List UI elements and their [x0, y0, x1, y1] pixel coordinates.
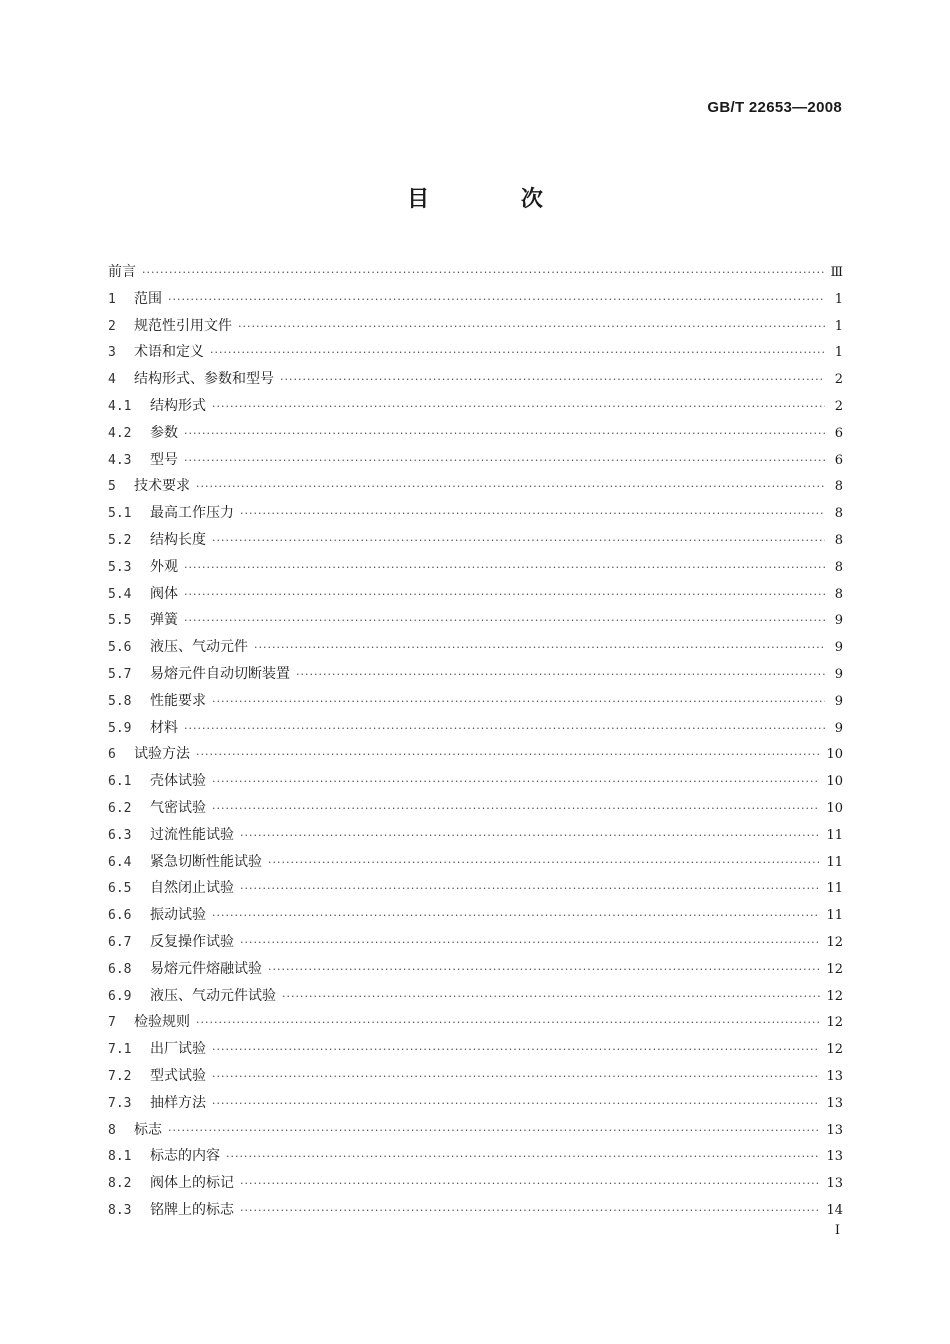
toc-entry-number: 6.1: [108, 774, 132, 790]
table-of-contents: [108, 259, 843, 1224]
toc-entry-page: 13: [826, 1122, 843, 1138]
dot-leader: [184, 582, 825, 609]
toc-entry-number: 4.3: [108, 452, 132, 468]
toc-entry[interactable]: [108, 715, 843, 742]
toc-entry[interactable]: [108, 1090, 843, 1117]
toc-entry[interactable]: [108, 1197, 843, 1224]
toc-entry-number: 7.1: [108, 1042, 132, 1058]
toc-entry-title: 标志的内容: [150, 1148, 220, 1165]
toc-entry-number: 5.2: [108, 532, 132, 548]
dot-leader: [226, 1144, 820, 1171]
toc-entry-page: 6: [834, 452, 843, 468]
toc-entry[interactable]: [108, 849, 843, 876]
toc-entry[interactable]: [108, 983, 843, 1010]
toc-entry-title: 易熔元件自动切断装置: [150, 665, 290, 682]
toc-entry-page: 9: [834, 613, 843, 629]
toc-entry[interactable]: [108, 1009, 843, 1036]
toc-entry-title: 技术要求: [134, 478, 190, 495]
dot-leader: [184, 716, 825, 743]
toc-entry[interactable]: [108, 661, 843, 688]
toc-entry-page: 2: [834, 398, 843, 414]
toc-entry-page: 12: [826, 961, 843, 977]
dot-leader: [212, 796, 820, 823]
toc-entry-number: 7.3: [108, 1095, 132, 1111]
toc-entry-title: 阀体上的标记: [150, 1175, 234, 1192]
dot-leader: [282, 984, 820, 1011]
toc-entry-title: 液压、气动元件: [150, 639, 248, 656]
toc-entry[interactable]: [108, 286, 843, 313]
toc-entry-title: 自然闭止试验: [150, 880, 234, 897]
toc-entry-title: 范围: [134, 290, 162, 307]
dot-leader: [168, 1118, 820, 1145]
dot-leader: [254, 635, 825, 662]
dot-leader: [142, 260, 824, 287]
toc-entry[interactable]: [108, 1170, 843, 1197]
toc-entry[interactable]: [108, 527, 843, 554]
toc-entry-title: 结构形式: [150, 397, 206, 414]
toc-entry-number: 2: [108, 318, 116, 334]
toc-entry-number: 6.3: [108, 827, 132, 843]
toc-entry[interactable]: [108, 447, 843, 474]
toc-entry-title: 铭牌上的标志: [150, 1201, 234, 1218]
toc-entry[interactable]: [108, 768, 843, 795]
toc-entry[interactable]: [108, 688, 843, 715]
toc-entry-title: 出厂试验: [150, 1041, 206, 1058]
toc-entry-number: 8.1: [108, 1149, 132, 1165]
toc-entry-title: 参数: [150, 424, 178, 441]
toc-entry-number: 6.4: [108, 854, 132, 870]
toc-entry-page: 12: [826, 1015, 843, 1031]
toc-entry-number: 5.7: [108, 666, 132, 682]
toc-entry-number: 6.6: [108, 908, 132, 924]
dot-leader: [240, 1171, 820, 1198]
dot-leader: [240, 930, 820, 957]
toc-entry-page: 11: [826, 827, 843, 843]
dot-leader: [240, 501, 825, 528]
toc-entry-page: 12: [826, 988, 843, 1004]
toc-entry-title: 过流性能试验: [150, 826, 234, 843]
toc-entry-number: 7: [108, 1015, 116, 1031]
toc-entry-page: 8: [834, 532, 843, 548]
toc-entry-title: 术语和定义: [134, 344, 204, 361]
toc-entry-title: 检验规则: [134, 1014, 190, 1031]
toc-entry-number: 6.7: [108, 934, 132, 950]
toc-entry-page: 13: [826, 1149, 843, 1165]
toc-entry-page: 11: [826, 854, 843, 870]
toc-entry[interactable]: [108, 902, 843, 929]
dot-leader: [240, 876, 820, 903]
toc-entry-title: 气密试验: [150, 799, 206, 816]
toc-entry[interactable]: [108, 607, 843, 634]
toc-entry-title: 前言: [108, 264, 136, 280]
toc-entry-title: 性能要求: [150, 692, 206, 709]
toc-entry-title: 标志: [134, 1121, 162, 1138]
toc-entry-number: 4.1: [108, 398, 132, 414]
toc-entry[interactable]: [108, 339, 843, 366]
toc-entry-title: 结构形式、参数和型号: [134, 371, 274, 388]
toc-entry-page: 11: [826, 881, 843, 897]
toc-entry-number: 5.5: [108, 613, 132, 629]
toc-entry-title: 弹簧: [150, 612, 178, 629]
toc-entry-page: 13: [826, 1176, 843, 1192]
toc-entry-page: 9: [834, 666, 843, 682]
page-title: 目 次: [407, 187, 585, 212]
dot-leader: [240, 1198, 820, 1225]
toc-entry-title: 液压、气动元件试验: [150, 987, 276, 1004]
toc-entry-title: 壳体试验: [150, 773, 206, 790]
toc-entry-page: 8: [834, 506, 843, 522]
toc-entry[interactable]: [108, 741, 843, 768]
toc-entry[interactable]: [108, 393, 843, 420]
toc-entry-number: 5.6: [108, 640, 132, 656]
dot-leader: [196, 742, 820, 769]
toc-entry[interactable]: [108, 1036, 843, 1063]
dot-leader: [184, 608, 825, 635]
toc-entry-number: 6.9: [108, 988, 132, 1004]
toc-entry-title: 外观: [150, 558, 178, 575]
toc-entry-title: 规范性引用文件: [134, 317, 232, 334]
dot-leader: [212, 1064, 820, 1091]
toc-entry[interactable]: [108, 1117, 843, 1144]
toc-entry-number: 6.8: [108, 961, 132, 977]
toc-entry-page: 9: [834, 720, 843, 736]
toc-entry-title: 易熔元件熔融试验: [150, 960, 262, 977]
toc-entry-number: 8: [108, 1122, 116, 1138]
toc-entry-page: 9: [834, 640, 843, 656]
toc-entry-number: 8.3: [108, 1202, 132, 1218]
toc-entry-page: 12: [826, 934, 843, 950]
toc-entry-page: Ⅲ: [830, 265, 843, 280]
toc-entry-number: 5.8: [108, 693, 132, 709]
toc-entry-number: 1: [108, 291, 116, 307]
toc-entry-title: 试验方法: [134, 746, 190, 763]
dot-leader: [196, 474, 825, 501]
toc-entry-number: 6.2: [108, 800, 132, 816]
toc-entry[interactable]: [108, 956, 843, 983]
dot-leader: [296, 662, 825, 689]
dot-leader: [212, 1037, 820, 1064]
toc-entry-page: 2: [834, 372, 843, 388]
toc-entry-page: 14: [826, 1202, 843, 1218]
toc-entry-page: 10: [826, 747, 843, 763]
toc-entry-number: 5.1: [108, 506, 132, 522]
toc-entry-number: 8.2: [108, 1176, 132, 1192]
toc-entry-page: 12: [826, 1042, 843, 1058]
toc-entry-title: 抽样方法: [150, 1094, 206, 1111]
toc-entry-page: 8: [834, 586, 843, 602]
toc-entry-number: 4: [108, 372, 116, 388]
dot-leader: [212, 689, 825, 716]
toc-entry[interactable]: [108, 875, 843, 902]
toc-entry[interactable]: [108, 473, 843, 500]
dot-leader: [268, 850, 820, 877]
dot-leader: [184, 555, 825, 582]
toc-entry-page: 8: [834, 479, 843, 495]
toc-entry-page: 13: [826, 1095, 843, 1111]
dot-leader: [168, 287, 825, 314]
toc-entry-page: 6: [834, 425, 843, 441]
toc-entry-page: 10: [826, 774, 843, 790]
toc-entry[interactable]: [108, 366, 843, 393]
toc-entry-title: 材料: [150, 719, 178, 736]
dot-leader: [240, 823, 820, 850]
toc-entry[interactable]: [108, 1143, 843, 1170]
toc-entry-title: 反复操作试验: [150, 933, 234, 950]
toc-entry-number: 5.4: [108, 586, 132, 602]
toc-entry-number: 4.2: [108, 425, 132, 441]
dot-leader: [196, 1010, 820, 1037]
toc-entry[interactable]: [108, 795, 843, 822]
dot-leader: [212, 394, 825, 421]
page-number: I: [834, 1223, 840, 1238]
toc-entry[interactable]: [108, 634, 843, 661]
toc-entry[interactable]: [108, 929, 843, 956]
dot-leader: [268, 957, 820, 984]
toc-entry[interactable]: [108, 313, 843, 340]
toc-entry[interactable]: [108, 1063, 843, 1090]
toc-entry-page: 8: [834, 559, 843, 575]
toc-entry-title: 型式试验: [150, 1067, 206, 1084]
toc-entry-number: 6: [108, 747, 116, 763]
toc-entry-title: 最高工作压力: [150, 505, 234, 522]
toc-entry[interactable]: [108, 259, 843, 286]
dot-leader: [280, 367, 825, 394]
toc-entry[interactable]: [108, 581, 843, 608]
toc-entry-number: 3: [108, 345, 116, 361]
toc-entry[interactable]: [108, 500, 843, 527]
toc-entry[interactable]: [108, 420, 843, 447]
toc-entry-page: 9: [834, 693, 843, 709]
toc-entry[interactable]: [108, 554, 843, 581]
toc-entry-number: 5.9: [108, 720, 132, 736]
toc-entry-page: 1: [834, 318, 843, 334]
dot-leader: [212, 769, 820, 796]
toc-entry-page: 13: [826, 1068, 843, 1084]
dot-leader: [212, 528, 825, 555]
toc-entry-number: 5: [108, 479, 116, 495]
toc-entry-number: 7.2: [108, 1068, 132, 1084]
toc-entry-page: 10: [826, 800, 843, 816]
toc-entry-page: 1: [834, 291, 843, 307]
dot-leader: [184, 448, 825, 475]
toc-entry-title: 紧急切断性能试验: [150, 853, 262, 870]
toc-entry-title: 型号: [150, 451, 178, 468]
dot-leader: [210, 340, 825, 367]
dot-leader: [238, 314, 825, 341]
dot-leader: [212, 903, 820, 930]
toc-entry-page: 1: [834, 345, 843, 361]
toc-entry-title: 阀体: [150, 585, 178, 602]
toc-entry[interactable]: [108, 822, 843, 849]
toc-entry-title: 振动试验: [150, 907, 206, 924]
standard-code: GB/T 22653—2008: [707, 99, 842, 116]
toc-entry-number: 5.3: [108, 559, 132, 575]
toc-entry-number: 6.5: [108, 881, 132, 897]
dot-leader: [184, 421, 825, 448]
dot-leader: [212, 1091, 820, 1118]
toc-entry-title: 结构长度: [150, 531, 206, 548]
toc-entry-page: 11: [826, 908, 843, 924]
